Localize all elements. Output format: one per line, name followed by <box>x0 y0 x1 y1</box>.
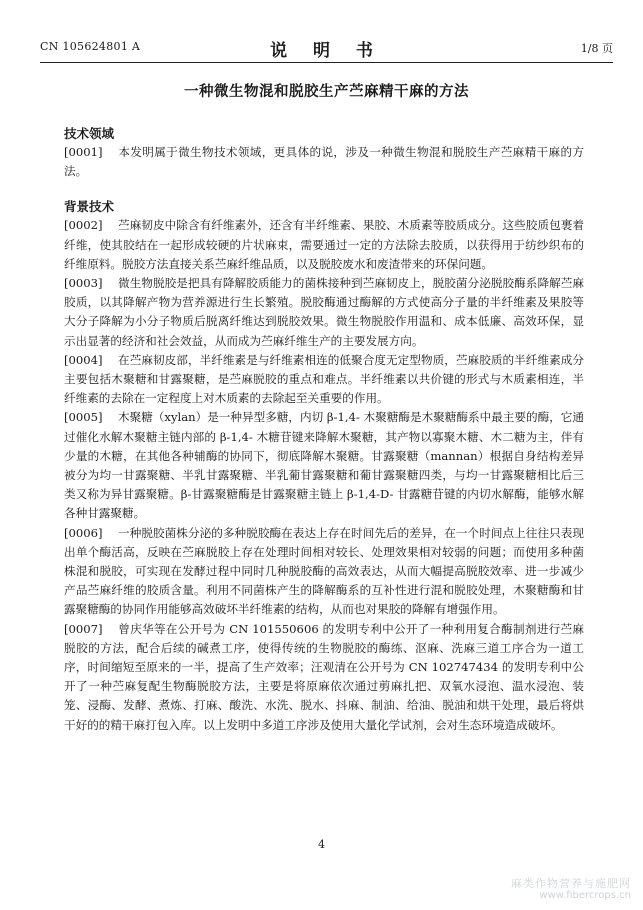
page-header <box>40 36 613 61</box>
header-divider <box>40 62 613 63</box>
page-indicator: 1/8 页 <box>580 42 613 55</box>
paragraph-number: [0006] <box>64 525 103 540</box>
site-watermark <box>511 878 631 902</box>
page-number: 4 <box>318 838 325 851</box>
paragraph-text: 木聚糖（xylan）是一种异型多糖，内切 β-1,4- 木聚糖酶是木聚糖酶系中最主要的酶，它通过催化水解木聚糖主链内部的 β-1,4- 木糖苷键来降解木聚糖，其产物以寡聚木糖、木二糖为主，伴有少量的木糖，在其他各种辅酶的协同下，彻底降解木聚糖。甘露聚糖（mannan）根据自身结构差异被分为均一甘露聚糖、半乳甘露聚糖、半乳葡甘露聚糖和葡甘露聚糖四类，与均一甘露聚糖相比后三类又称为异甘露聚糖。β-甘露聚糖酶是甘露聚糖主链上 β-1,4-D- 甘露糖苷键的内切水解酶，能够水解各种甘露聚糖。 <box>64 410 584 521</box>
document-type: 说 明 书 <box>270 41 383 61</box>
watermark-site-name: 麻类作物营养与施肥网 <box>511 877 631 890</box>
paragraph-number: [0003] <box>64 276 103 291</box>
document-title: 一种微生物混和脱胶生产苎麻精干麻的方法 <box>184 83 469 100</box>
paragraph-number: [0004] <box>64 352 103 367</box>
paragraph-0007 <box>64 620 584 735</box>
paragraph-0003 <box>64 274 584 351</box>
paragraph-text: 微生物脱胶是把具有降解胶质能力的菌株接种到苎麻韧皮上，脱胶菌分泌脱胶酶系降解苎麻胶质，以其降解产物为营养源进行生长繁殖。脱胶酶通过酶解的方式使高分子量的半纤维素及果胶等大分子降解为小分子物质后脱离纤维达到脱胶效果。微生物脱胶作用温和、成本低廉、高效环保，显示出显著的经济和社会效益，从而成为苎麻纤维生产的主要发展方向。 <box>64 276 584 348</box>
section-heading-technical-field: 技术领域 <box>64 126 115 141</box>
paragraph-text: 曾庆华等在公开号为 CN 101550606 的发明专利中公开了一种利用复合酶制剂进行苎麻脱胶的方法，配合后续的碱煮工序，使得传统的生物脱胶的酶练、沤麻、洗麻三道工序合为一道工序，时间缩短至原来的一半，提高了生产效率；汪观清在公开号为 CN 102747434 的发明专利中公开了一种苎麻复配生物酶脱胶方法，主要是将原麻依次通过剪麻扎把、双氧水浸泡、温水浸泡、装笼、浸酶、发酵、煮炼、打麻、酸洗、水洗、脱水、抖麻、制油、给油、脱油和烘干处理，最后将烘干好的的精干麻打包入库。以上发明中多道工序涉及使用大量化学试剂，会对生态环境造成破坏。 <box>64 621 584 732</box>
paragraph-number: [0002] <box>64 218 103 233</box>
paragraph-text: 本发明属于微生物技术领域，更具体的说，涉及一种微生物混和脱胶生产苎麻精干麻的方法。 <box>64 145 584 179</box>
watermark-url: www.fibercrops.cn <box>539 890 631 901</box>
paragraph-0001 <box>64 143 584 181</box>
paragraph-0005 <box>64 408 584 523</box>
paragraph-text: 一种脱胶菌株分泌的多种脱胶酶在表达上存在时间先后的差异，在一个时间点上往往只表现出单个酶活高，反映在苎麻脱胶上存在处理时间相对较长、处理效果相对较弱的问题；而使用多种菌株混和脱胶，可实现在发酵过程中同时几种脱胶酶的高效表达，从而大幅提高脱胶效率、进一步减少产品苎麻纤维的胶质含量。利用不同菌株产生的降解酶系的互补性进行混和脱胶处理，木聚糖酶和甘露聚糖酶的协同作用能够高效破坏半纤维素的结构，从而也对果胶的降解有增强作用。 <box>64 525 584 617</box>
section-heading-background: 背景技术 <box>64 199 115 215</box>
paragraph-number: [0001] <box>64 145 103 159</box>
paragraph-number: [0007] <box>64 621 103 636</box>
paragraph-0004 <box>64 351 584 409</box>
paragraph-0002 <box>64 216 584 274</box>
paragraph-text: 苎麻韧皮中除含有纤维素外，还含有半纤维素、果胶、木质素等胶质成分。这些胶质包裹着纤维，使其胶结在一起形成较硬的片状麻束，需要通过一定的方法除去胶质，以获得用于纺纱织布的纤维原料。脱胶方法直接关系苎麻纤维品质，以及脱胶废水和废渣带来的环保问题。 <box>64 218 584 271</box>
document-body <box>64 124 584 735</box>
paragraph-number: [0005] <box>64 410 103 425</box>
paragraph-0006 <box>64 524 584 620</box>
paragraph-text: 在苎麻韧皮部，半纤维素是与纤维素相连的低聚合度无定型物质，苎麻胶质的半纤维素成分主要包括木聚糖和甘露聚糖，是苎麻脱胶的重点和难点。半纤维素以共价键的形式与木质素相连，半纤维素的去除在一定程度上对木质素的去除起至关重要的作用。 <box>64 352 584 406</box>
patent-number: CN 105624801 A <box>40 40 141 53</box>
